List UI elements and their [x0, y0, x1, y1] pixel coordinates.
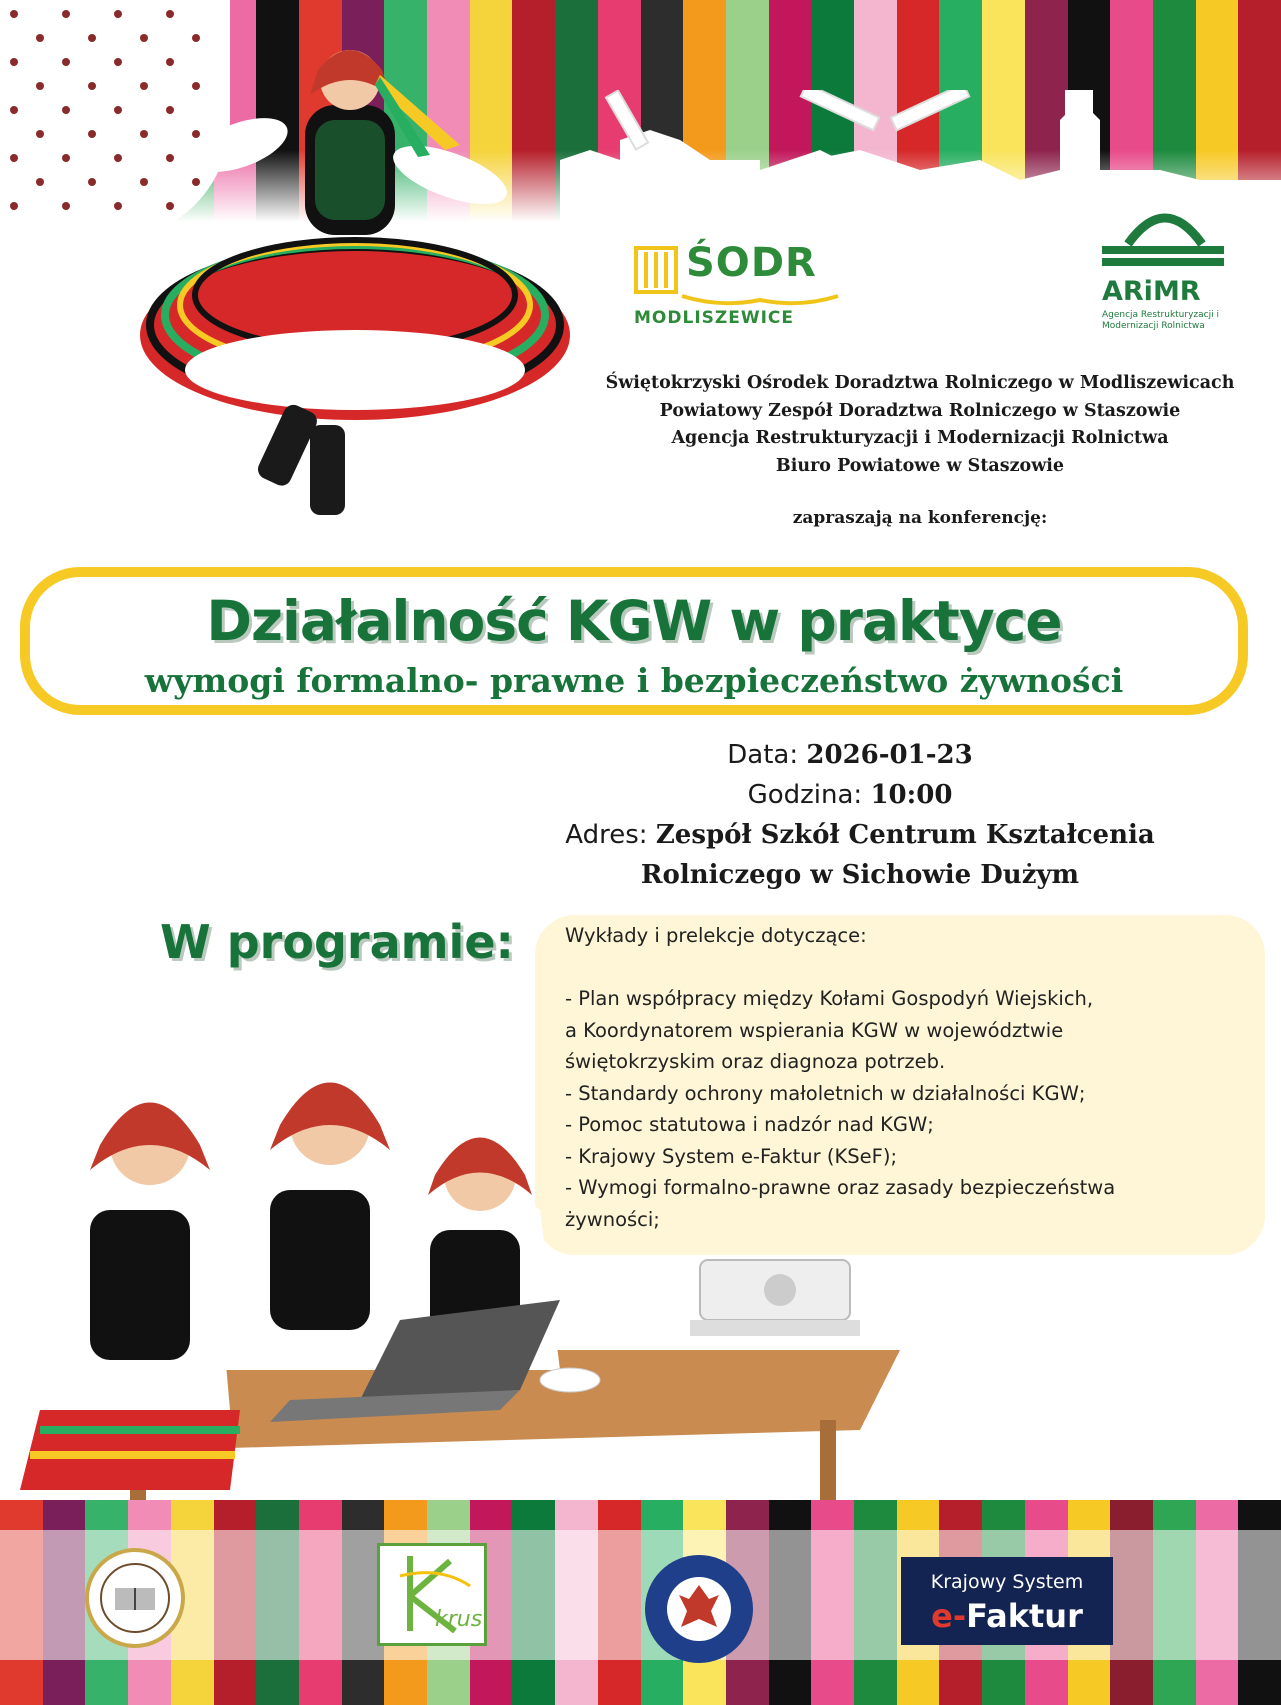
lace-dot — [62, 58, 70, 66]
women-at-table-illustration — [0, 1050, 900, 1530]
conference-title-box — [20, 567, 1248, 715]
event-time — [600, 780, 1100, 810]
time-value: 10:00 — [870, 780, 953, 810]
krus-logo — [377, 1543, 487, 1646]
arch-icon — [1100, 200, 1230, 276]
lace-dot — [62, 10, 70, 18]
lace-dot — [88, 82, 96, 90]
program-item: świętokrzyskim oraz diagnoza potrzeb. — [565, 1050, 946, 1073]
program-heading: W programie: — [160, 915, 514, 969]
krus-wordmark: krus — [435, 1607, 483, 1632]
wheat-book-icon — [634, 244, 682, 304]
address-line-2: Rolniczego w Sichowie Dużym — [640, 860, 1080, 890]
event-date — [600, 740, 1100, 770]
lace-dot — [62, 202, 70, 210]
lace-dot — [88, 34, 96, 42]
program-item: żywności; — [565, 1207, 660, 1231]
date-label: Data: — [727, 740, 799, 770]
lace-dot — [88, 130, 96, 138]
program-item: - Wymogi formalno-prawne oraz zasady bezpieczeństwa — [565, 1176, 1116, 1199]
organizer-line: Biuro Powiatowe w Staszowie — [775, 455, 1065, 476]
sanitary-inspection-logo — [645, 1555, 753, 1663]
krus-mark-icon — [380, 1546, 484, 1643]
lace-dot — [36, 34, 44, 42]
lace-dot — [114, 10, 122, 18]
program-item: - Plan współpracy między Kołami Gospodyń Wiejskich, — [565, 987, 1094, 1010]
conference-title: Działalność KGW w praktyce — [206, 589, 1062, 653]
sodr-logo — [634, 240, 844, 332]
lace-dot — [36, 82, 44, 90]
lace-dot — [10, 106, 18, 114]
school-logo — [80, 1540, 190, 1660]
lace-dot — [10, 58, 18, 66]
invitation-text: zapraszają na konferencję: — [792, 508, 1048, 528]
organizer-line: Agencja Restrukturyzacji i Modernizacji Rolnictwa — [671, 428, 1169, 448]
organizer-line: Świętokrzyski Ośrodek Doradztwa Rolniczego w Modliszewicach — [605, 373, 1235, 393]
lace-dot — [62, 106, 70, 114]
ksef-prefix: e- — [931, 1597, 967, 1635]
sodr-name: ŚODR — [686, 240, 817, 286]
lace-dot — [114, 106, 122, 114]
lace-dot — [88, 178, 96, 186]
conference-subtitle: wymogi formalno- prawne i bezpieczeństwo żywności — [144, 661, 1124, 700]
folk-dancer-illustration — [130, 25, 600, 545]
lace-dot — [36, 130, 44, 138]
arimr-logo — [1100, 200, 1230, 340]
lace-dot — [166, 10, 174, 18]
arimr-subtitle: Agencja Restrukturyzacji i Modernizacji Rolnictwa — [1102, 310, 1219, 331]
program-item: - Standardy ochrony małoletnich w działalności KGW; — [565, 1081, 1086, 1105]
sodr-subtitle: MODLISZEWICE — [634, 308, 794, 328]
time-label: Godzina: — [747, 780, 863, 810]
organizers-list — [570, 370, 1270, 480]
event-address — [520, 820, 1200, 850]
program-item: - Pomoc statutowa i nadzór nad KGW; — [565, 1113, 934, 1136]
ksef-line-1: Krajowy System — [930, 1571, 1084, 1593]
book-underline-icon — [680, 294, 840, 308]
organizer-line: Powiatowy Zespół Doradztwa Rolniczego w Staszowie — [659, 400, 1181, 421]
eagle-emblem-icon — [645, 1555, 753, 1663]
program-item: - Krajowy System e-Faktur (KSeF); — [565, 1144, 898, 1168]
lace-dot — [114, 58, 122, 66]
address-line-1: Zespół Szkół Centrum Kształcenia — [655, 820, 1155, 850]
lace-dot — [62, 154, 70, 162]
lace-dot — [36, 178, 44, 186]
ksef-logo — [901, 1557, 1113, 1645]
program-item: a Koordynatorem wspierania KGW w województwie — [565, 1018, 1064, 1042]
lace-dot — [114, 202, 122, 210]
lace-dot — [114, 154, 122, 162]
lace-dot — [10, 202, 18, 210]
ksef-word: Faktur — [966, 1597, 1083, 1635]
address-label: Adres: — [565, 820, 648, 850]
arimr-name: ARiMR — [1102, 276, 1201, 307]
lace-dot — [10, 154, 18, 162]
program-intro: Wykłady i prelekcje dotyczące: — [565, 924, 867, 947]
lace-dot — [10, 10, 18, 18]
ksef-line-2 — [901, 1597, 1113, 1635]
date-value: 2026-01-23 — [806, 740, 973, 770]
